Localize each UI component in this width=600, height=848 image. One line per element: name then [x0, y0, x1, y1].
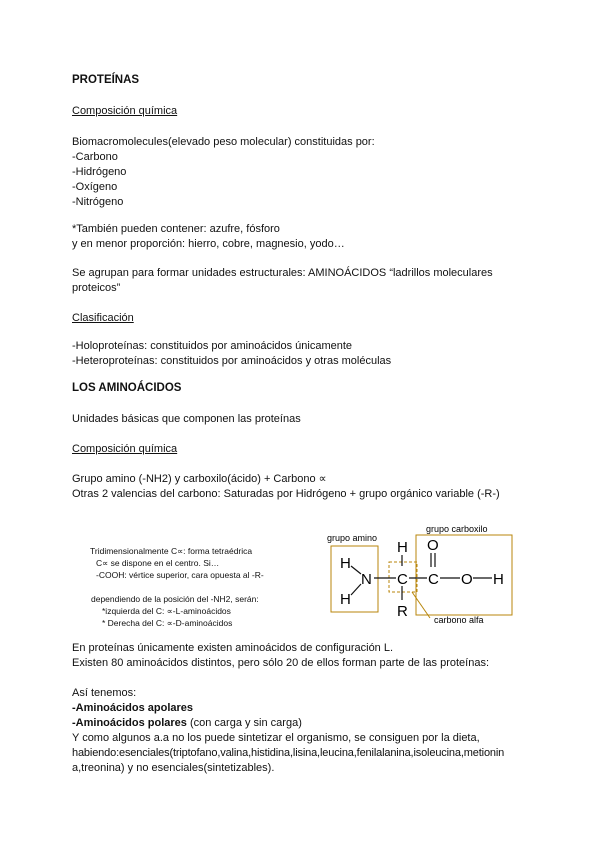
composition-line: Otras 2 valencias del carbono: Saturadas por Hidrógeno + grupo orgánico variable (-R-) — [72, 488, 500, 500]
heading-composicion-quimica-2: Composición química — [72, 443, 178, 455]
element-item: -Oxígeno — [72, 181, 118, 193]
note-line: * Derecha del C: ∝-D-aminoácidos — [102, 618, 233, 628]
atom-n: N — [361, 571, 372, 588]
heading-composicion-quimica: Composición química — [72, 105, 178, 117]
label-carbono-alfa: carbono alfa — [434, 615, 484, 625]
note-line: C∝ se dispone en el centro. Si… — [96, 558, 220, 568]
bond — [351, 584, 361, 595]
atom-c-alfa: C — [397, 571, 408, 588]
note-line: -COOH: vértice superior, cara opuesta al -R- — [96, 570, 264, 580]
polares-label: -Aminoácidos polares — [72, 717, 187, 729]
atom-h-alfa: H — [397, 539, 408, 556]
configuration-line: Existen 80 aminoácidos distintos, pero sólo 20 de ellos forman parte de las proteínas: — [72, 657, 490, 669]
element-item: -Hidrógeno — [72, 166, 127, 178]
final-line: a,treonina) y no esenciales(sintetizables). — [72, 762, 275, 774]
also-contain-line: *También pueden contener: azufre, fósforo — [72, 223, 280, 235]
composition-line: Grupo amino (-NH2) y carboxilo(ácido) + Carbono ∝ — [72, 473, 327, 485]
atom-r: R — [397, 603, 408, 620]
also-contain-line: y en menor proporción: hierro, cobre, magnesio, yodo… — [72, 238, 345, 250]
atom-c-carboxyl: C — [428, 571, 439, 588]
label-grupo-carboxilo: grupo carboxilo — [426, 524, 488, 534]
polares-item — [72, 716, 302, 731]
note-line: *izquierda del C: ∝-L-aminoácidos — [102, 606, 231, 616]
polares-detail: (con carga y sin carga) — [186, 717, 302, 729]
page-title-proteinas: PROTEÍNAS — [72, 74, 140, 86]
final-line: habiendo:esenciales(triptofano,valina,histidina,lisina,leucina,fenilalanina,isoleucina,metionin — [72, 747, 505, 759]
atom-h-hydroxyl: H — [493, 571, 504, 588]
heading-clasificacion: Clasificación — [72, 312, 134, 324]
final-line: Y como algunos a.a no los puede sintetizar el organismo, se consiguen por la dieta, — [72, 732, 480, 744]
classification-item: -Heteroproteínas: constituidos por aminoácidos y otras moléculas — [72, 355, 392, 367]
configuration-line: En proteínas únicamente existen aminoácidos de configuración L. — [72, 642, 394, 654]
note-line: dependiendo de la posición del -NH2, serán: — [91, 594, 259, 604]
apolares-item: -Aminoácidos apolares — [72, 702, 194, 714]
label-grupo-amino: grupo amino — [327, 533, 378, 543]
aminoacids-intro: Unidades básicas que componen las proteínas — [72, 413, 301, 425]
section-title-aminoacidos: LOS AMINOÁCIDOS — [72, 382, 182, 394]
bond — [351, 566, 361, 574]
note-line: Tridimensionalmente C∝: forma tetraédrica — [90, 546, 253, 556]
atom-h-amino-top: H — [340, 555, 351, 572]
arrow-carbono-alfa — [412, 592, 430, 618]
grouping-line: proteicos” — [72, 282, 121, 294]
amino-acid-structure-diagram — [318, 522, 518, 630]
composition-intro: Biomacromolecules(elevado peso molecular) constituidas por: — [72, 136, 375, 148]
classification-item: -Holoproteínas: constituidos por aminoácidos únicamente — [72, 340, 353, 352]
atom-o-double: O — [427, 537, 439, 554]
grouping-line: Se agrupan para formar unidades estructurales: AMINOÁCIDOS “ladrillos moleculares — [72, 267, 493, 279]
element-item: -Nitrógeno — [72, 196, 124, 208]
element-item: -Carbono — [72, 151, 118, 163]
asi-tenemos: Así tenemos: — [72, 687, 137, 699]
atom-o-hydroxyl: O — [461, 571, 473, 588]
atom-h-amino-bottom: H — [340, 591, 351, 608]
